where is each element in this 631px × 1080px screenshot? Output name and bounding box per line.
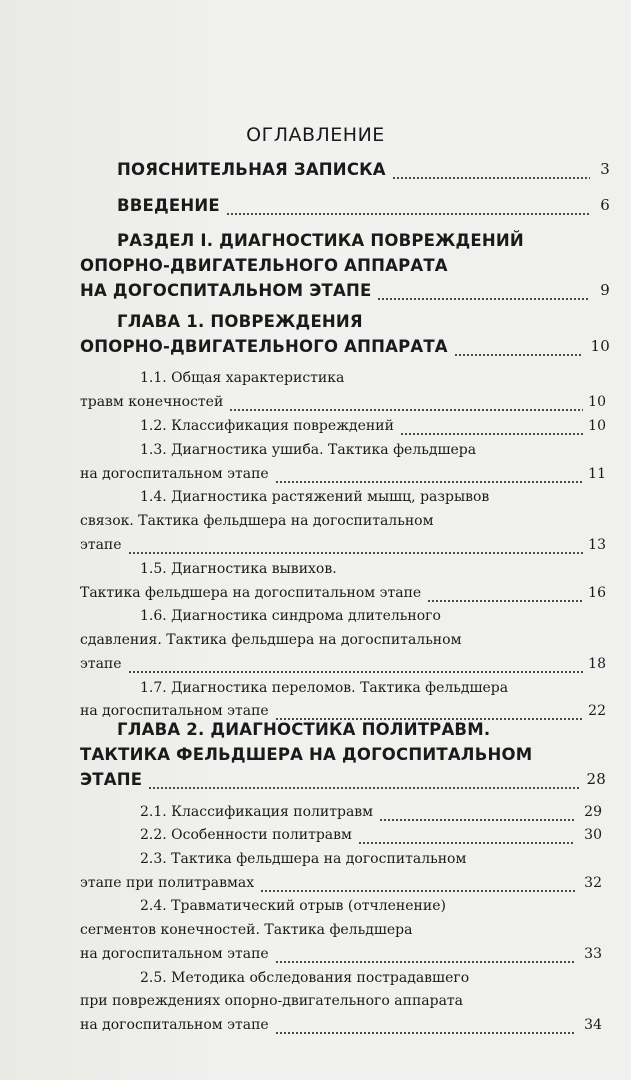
toc-page-number: 28 <box>586 770 606 788</box>
dot-leader <box>400 433 583 435</box>
toc-entry-text: 2.5. Методика обследования пострадавшего <box>140 970 470 986</box>
toc-entry-text: РАЗДЕЛ I. ДИАГНОСТИКА ПОВРЕЖДЕНИЙ <box>117 231 524 250</box>
toc-entry-text: травм конечностей <box>80 394 224 410</box>
toc-page-number: 30 <box>584 827 602 843</box>
toc-entry-text: сдавления. Тактика фельдшера на догоспитальном <box>80 632 462 648</box>
toc-entry-text: этапе <box>80 537 122 553</box>
toc-entry-text: 2.1. Классификация политравм <box>140 804 374 820</box>
toc-entry-text: 1.7. Диагностика переломов. Тактика фельдшера <box>140 680 509 696</box>
toc-entry-text: ОПОРНО-ДВИГАТЕЛЬНОГО АППАРАТА <box>80 337 448 356</box>
dot-leader <box>275 961 575 963</box>
dot-leader <box>148 787 580 789</box>
dot-leader <box>275 1032 575 1034</box>
toc-entry-text: 2.4. Травматический отрыв (отчленение) <box>140 898 446 914</box>
toc-page-number: 11 <box>588 466 606 482</box>
toc-entry-text: ВВЕДЕНИЕ <box>117 196 220 215</box>
toc-entry-text: связок. Тактика фельдшера на догоспитальном <box>80 513 434 529</box>
toc-entry-text: 1.3. Диагностика ушиба. Тактика фельдшера <box>140 442 477 458</box>
toc-page-number: 10 <box>588 418 606 434</box>
toc-entry-text: 2.3. Тактика фельдшера на догоспитальном <box>140 851 467 867</box>
toc-entry-text: ГЛАВА 1. ПОВРЕЖДЕНИЯ <box>117 312 363 331</box>
dot-leader <box>226 213 590 215</box>
toc-entry-text: 1.4. Диагностика растяжений мышц, разрывов <box>140 489 490 505</box>
toc-page-number: 3 <box>600 160 610 178</box>
toc-page-number: 34 <box>584 1017 602 1033</box>
dot-leader <box>427 600 583 602</box>
toc-entry-text: ЭТАПЕ <box>80 770 143 789</box>
dot-leader <box>377 298 590 300</box>
dot-leader <box>128 552 583 554</box>
toc-entry-text: 1.5. Диагностика вывихов. <box>140 561 337 577</box>
toc-entry-text: ГЛАВА 2. ДИАГНОСТИКА ПОЛИТРАВМ. <box>117 720 491 739</box>
toc-page-number: 22 <box>588 703 606 719</box>
toc-entry-text: Тактика фельдшера на догоспитальном этапе <box>80 585 422 601</box>
dot-leader <box>260 890 575 892</box>
toc-entry-text: на догоспитальном этапе <box>80 703 269 719</box>
toc-entry-text: этапе при политравмах <box>80 875 255 891</box>
dot-leader <box>454 354 583 356</box>
dot-leader <box>275 481 583 483</box>
toc-page-number: 13 <box>588 537 606 553</box>
toc-entry-text: 1.1. Общая характеристика <box>140 370 345 386</box>
toc-entry-text: на догоспитальном этапе <box>80 946 269 962</box>
dot-leader <box>358 842 575 844</box>
toc-page-number: 32 <box>584 875 602 891</box>
toc-entry-text: 2.2. Особенности политравм <box>140 827 352 843</box>
dot-leader <box>229 409 583 411</box>
toc-entry-text: на догоспитальном этапе <box>80 466 269 482</box>
toc-page-number: 9 <box>600 281 610 299</box>
toc-page-number: 10 <box>590 337 610 355</box>
dot-leader <box>392 177 590 179</box>
dot-leader <box>128 671 583 673</box>
toc-entry-text: при повреждениях опорно-двигательного аппарата <box>80 993 464 1009</box>
toc-entry-text: 1.2. Классификация повреждений <box>140 418 394 434</box>
toc-entry-text: ОПОРНО-ДВИГАТЕЛЬНОГО АППАРАТА <box>80 256 448 275</box>
toc-entry-text: НА ДОГОСПИТАЛЬНОМ ЭТАПЕ <box>80 281 372 300</box>
toc-entry-text: 1.6. Диагностика синдрома длительного <box>140 608 441 624</box>
toc-page-number: 29 <box>584 804 602 820</box>
toc-entry-text: ТАКТИКА ФЕЛЬДШЕРА НА ДОГОСПИТАЛЬНОМ <box>80 745 533 764</box>
toc-page-number: 33 <box>584 946 602 962</box>
page-title: ОГЛАВЛЕНИЕ <box>246 124 385 146</box>
toc-entry-text: сегментов конечностей. Тактика фельдшера <box>80 922 413 938</box>
dot-leader <box>379 819 575 821</box>
toc-page-number: 6 <box>600 196 610 214</box>
toc-page-number: 18 <box>588 656 606 672</box>
toc-page-number: 10 <box>588 394 606 410</box>
toc-entry-text: этапе <box>80 656 122 672</box>
toc-page-number: 16 <box>588 585 606 601</box>
toc-entry-text: на догоспитальном этапе <box>80 1017 269 1033</box>
toc-entry-text: ПОЯСНИТЕЛЬНАЯ ЗАПИСКА <box>117 160 386 179</box>
